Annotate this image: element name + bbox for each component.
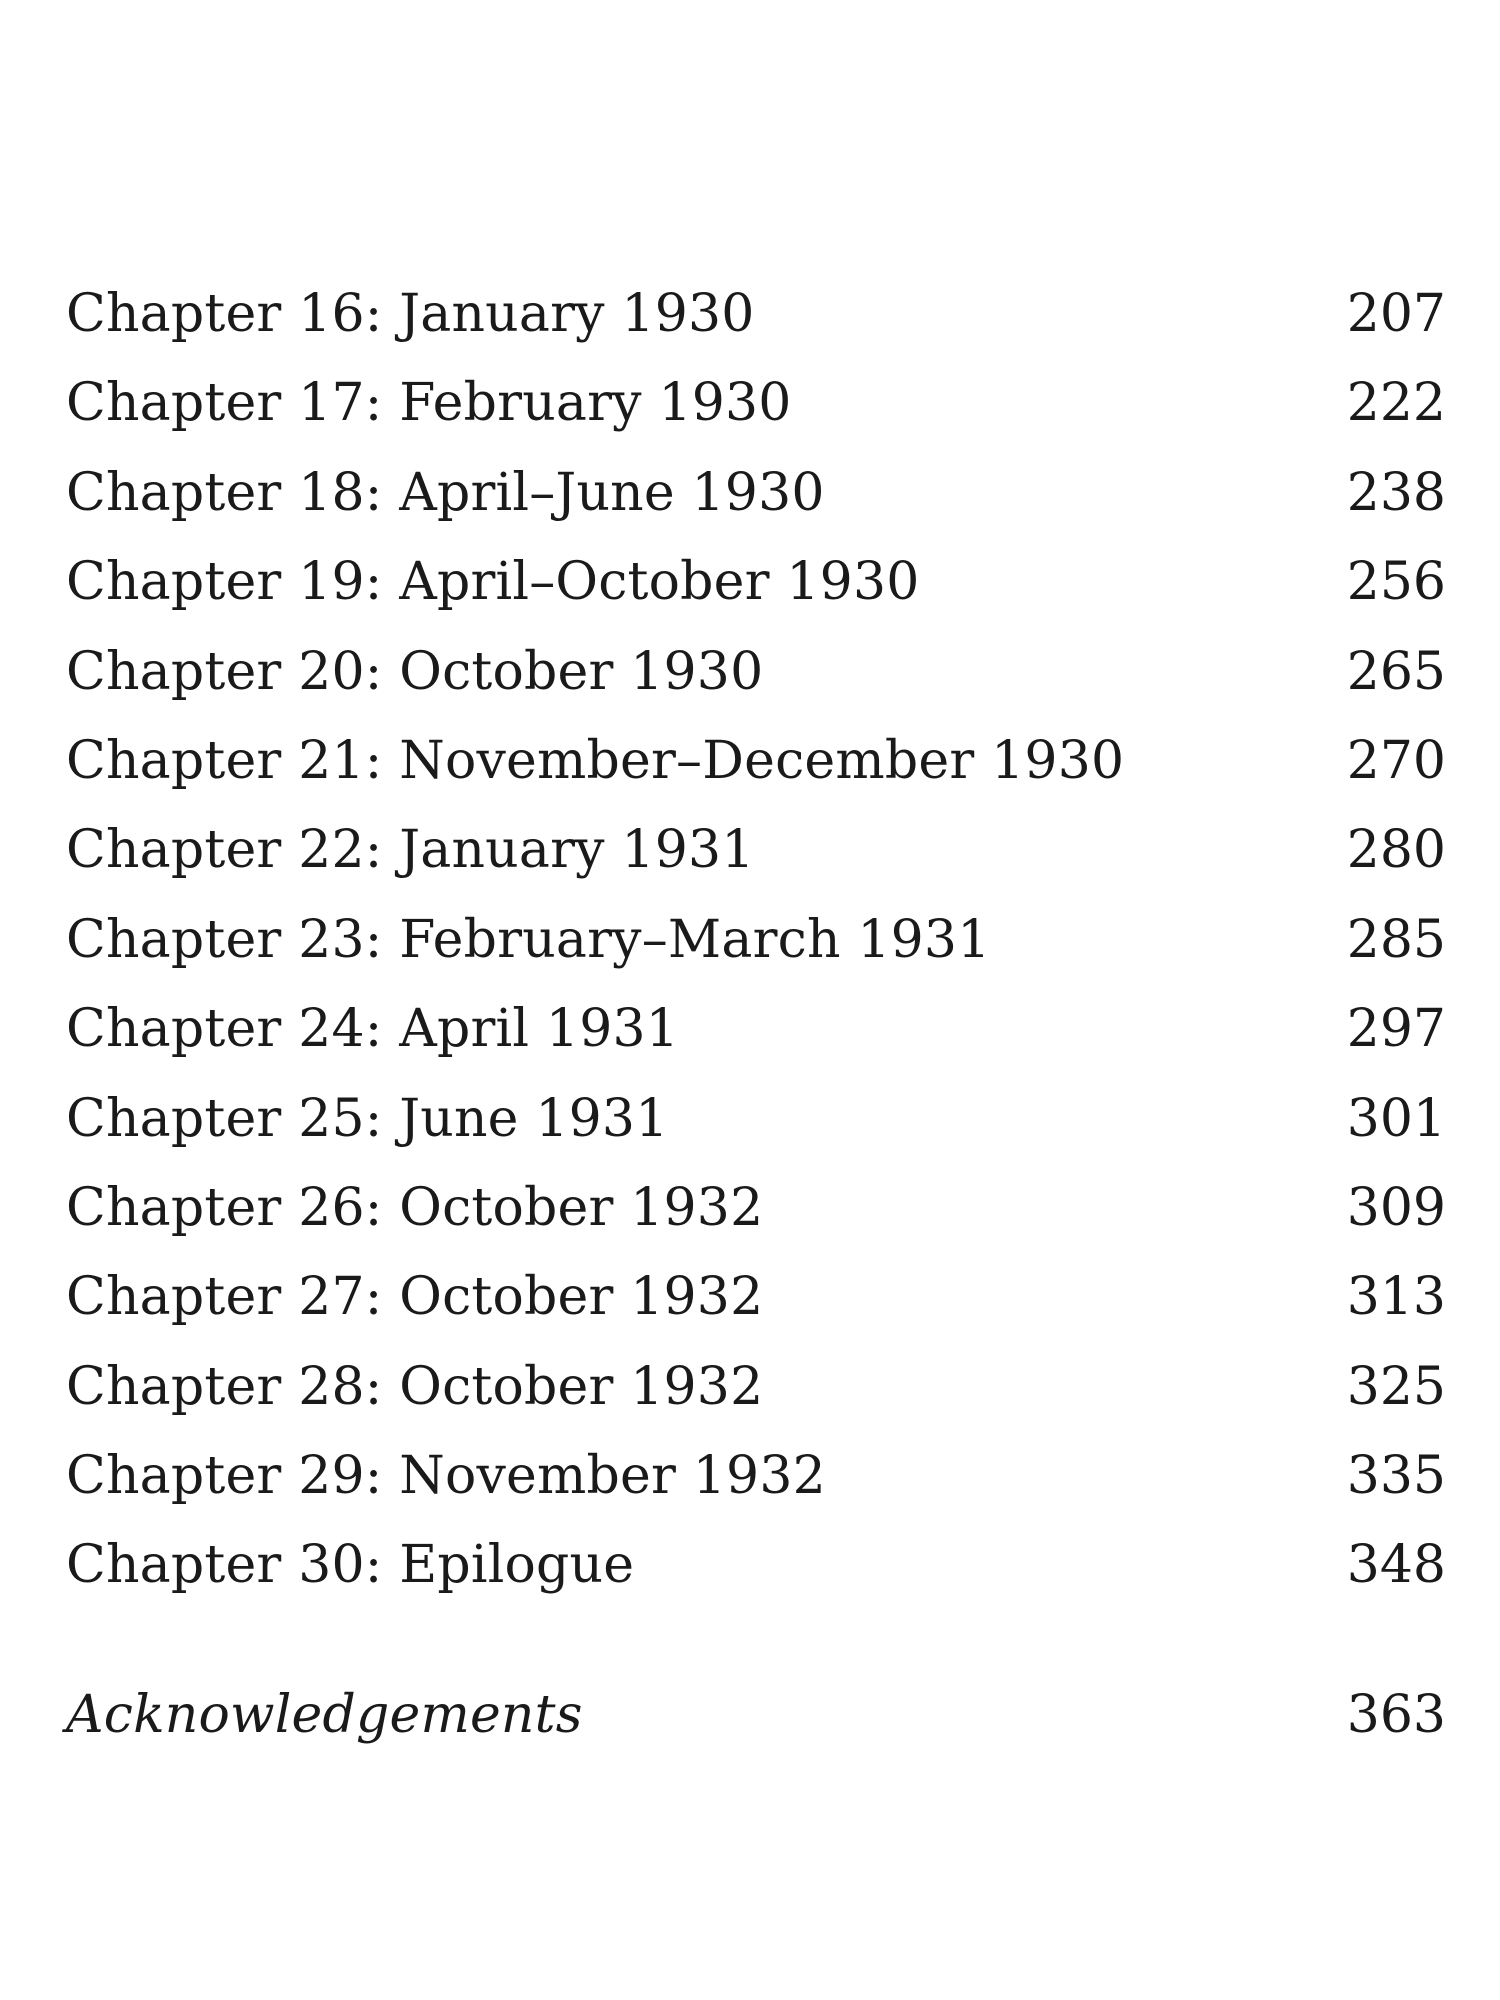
toc-entry-chapter-26 <box>66 1164 1446 1253</box>
toc-entry-page: 348 <box>1346 1535 1446 1596</box>
toc-entry-title: Chapter 28: October 1932 <box>66 1356 764 1417</box>
toc-entry-title: Chapter 16: January 1930 <box>66 284 755 344</box>
toc-entry-title: Chapter 26: October 1932 <box>66 1177 764 1238</box>
table-of-contents <box>66 270 1446 1760</box>
toc-entry-page: 280 <box>1346 820 1446 881</box>
toc-entry-title: Chapter 30: Epilogue <box>66 1535 635 1596</box>
toc-entry-chapter-28 <box>66 1343 1446 1432</box>
toc-entry-page: 238 <box>1346 462 1446 523</box>
toc-entry-title: Chapter 21: November–December 1930 <box>66 730 1125 791</box>
toc-entry-title: Chapter 18: April–June 1930 <box>66 462 825 523</box>
toc-entry-acknowledgements <box>66 1671 1446 1760</box>
toc-entry-title: Chapter 25: June 1931 <box>66 1088 669 1149</box>
toc-entry-page: 207 <box>1346 284 1446 344</box>
toc-entry-title: Acknowledgements <box>66 1684 583 1745</box>
toc-entry-page: 325 <box>1346 1356 1446 1417</box>
toc-entry-chapter-25 <box>66 1075 1446 1164</box>
toc-entry-page: 270 <box>1346 730 1446 791</box>
toc-entry-page: 301 <box>1346 1088 1446 1149</box>
toc-entry-chapter-27 <box>66 1253 1446 1342</box>
toc-entry-title: Chapter 17: February 1930 <box>66 373 792 434</box>
toc-entry-chapter-24 <box>66 985 1446 1074</box>
toc-entry-chapter-16 <box>66 270 1446 359</box>
toc-entry-title: Chapter 23: February–March 1931 <box>66 909 991 970</box>
toc-entry-page: 222 <box>1346 373 1446 434</box>
toc-entry-page: 309 <box>1346 1177 1446 1238</box>
toc-entry-page: 285 <box>1346 909 1446 970</box>
toc-entry-chapter-22 <box>66 806 1446 895</box>
toc-entry-title: Chapter 24: April 1931 <box>66 999 680 1060</box>
toc-entry-chapter-23 <box>66 896 1446 985</box>
toc-entry-chapter-21 <box>66 717 1446 806</box>
toc-entry-page: 256 <box>1346 552 1446 613</box>
toc-entry-page: 297 <box>1346 999 1446 1060</box>
toc-entry-chapter-30 <box>66 1521 1446 1610</box>
toc-entry-title: Chapter 29: November 1932 <box>66 1446 826 1507</box>
toc-entry-title: Chapter 27: October 1932 <box>66 1267 764 1328</box>
toc-entry-page: 313 <box>1346 1267 1446 1328</box>
toc-entry-chapter-29 <box>66 1432 1446 1521</box>
toc-entry-chapter-19 <box>66 538 1446 627</box>
toc-entry-title: Chapter 19: April–October 1930 <box>66 552 920 613</box>
toc-entry-chapter-17 <box>66 359 1446 448</box>
toc-entry-page: 265 <box>1346 641 1446 702</box>
toc-entry-chapter-20 <box>66 628 1446 717</box>
toc-entry-chapter-18 <box>66 449 1446 538</box>
toc-entry-title: Chapter 20: October 1930 <box>66 641 764 702</box>
toc-entry-title: Chapter 22: January 1931 <box>66 820 755 881</box>
toc-entry-page: 363 <box>1346 1684 1446 1745</box>
toc-entry-page: 335 <box>1346 1446 1446 1507</box>
